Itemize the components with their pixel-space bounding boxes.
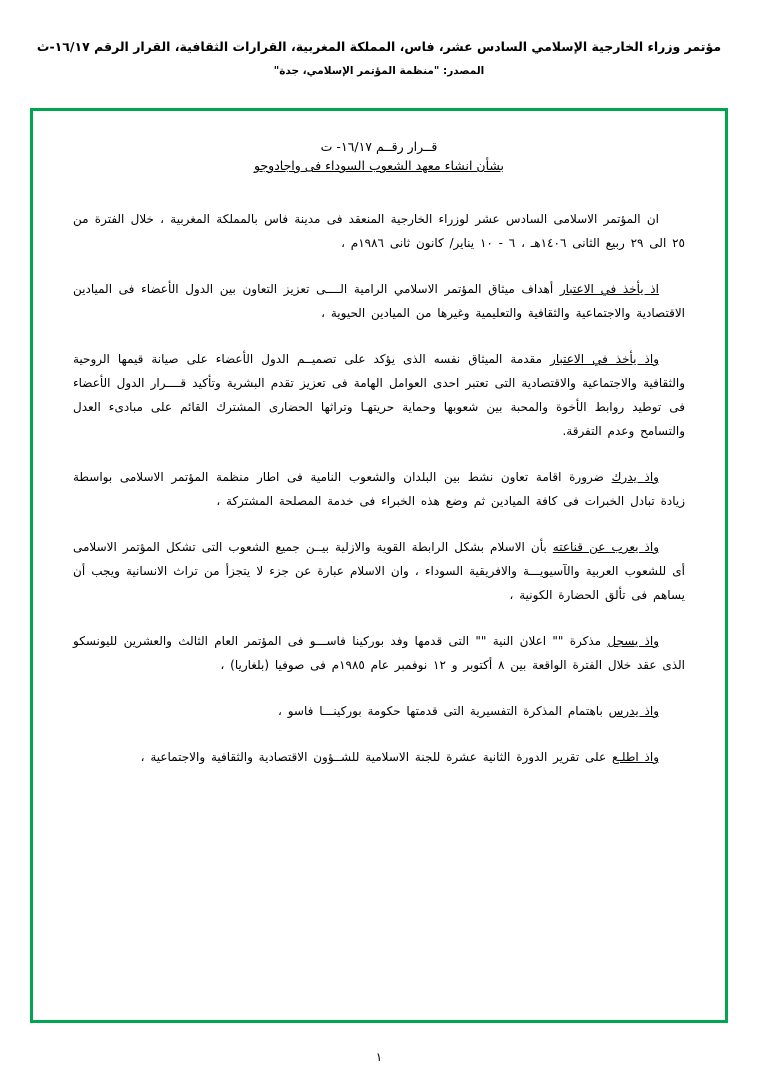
document-header xyxy=(0,0,758,77)
paragraph-text: على تقرير الدورة الثانية عشرة للجنة الاسلامية للشــؤون الاقتصادية والثقافية والاجتماعية ، xyxy=(140,750,607,764)
resolution-number: قــرار رقــم ١٦/١٧- ت xyxy=(320,139,438,154)
paragraph-text: بأن الاسلام بشكل الرابطة القوية والازلية بيــن جميع الشعوب التى تشكل المؤتمر الاسلامى أى للشعوب العربية والآسيويـــة والافريقية السوداء ، وان الاسلام عبارة عن جزء لا يتجزأ من تراث الانسانية ويجب أن يساهم فى تألق الحضارة الكونية ، xyxy=(73,540,685,602)
paragraph-text: مذكرة "" اعلان النية "" التى قدمها وفد بوركينا فاســـو فى المؤتمر العام الثالث والعشرين لليونسكو الذى عقد خلال الفترة الواقعة بين ٨ أكتوبر و ١٢ نوفمبر عام ١٩٨٥م فى صوفيا (بلغاريا) ، xyxy=(73,634,685,672)
paragraph-clause-4 xyxy=(73,535,685,607)
paragraph-text: ان المؤتمر الاسلامى السادس عشر لوزراء الخارجية المنعقد فى مدينة فاس بالمملكة المغربية ، خلال الفترة من ٢٥ الى ٢٩ ربيع الثانى ١٤٠٦هـ ، ٦ - ١٠ يناير/ كانون ثانى ١٩٨٦م ، xyxy=(73,212,685,250)
paragraph-clause-2 xyxy=(73,347,685,443)
paragraph-clause-5 xyxy=(73,629,685,677)
document-body xyxy=(33,111,725,1020)
conference-title: مؤتمر وزراء الخارجية الإسلامي السادس عشر، فاس، المملكة المغربية، القرارات الثقافية، القرار الرقم ١٦/١٧-ث xyxy=(36,39,722,54)
paragraph-text: باهتمام المذكرة التفسيرية التى قدمتها حكومة بوركينـــا فاسو ، xyxy=(278,704,603,718)
document-frame xyxy=(30,108,728,1023)
paragraph-text: أهداف ميثاق المؤتمر الاسلامي الرامية الــــى تعزيز التعاون بين الدول الأعضاء فى الميادين الاقتصادية والاجتماعية والثقافية والتعليمية وغيرها من الميادين الحيوية ، xyxy=(73,282,685,320)
paragraph-clause-7 xyxy=(73,745,685,769)
paragraph-preamble xyxy=(73,207,685,255)
paragraph-clause-1 xyxy=(73,277,685,325)
paragraph-lead: واذ يسجل xyxy=(607,634,659,648)
paragraph-text: مقدمة الميثاق نفسه الذى يؤكد على تصميــم الدول الأعضاء على صيانة قيمها الروحية والثقافية والاجتماعية والاقتصادية التى تعتبر احدى العوامل الهامة فى تعزيز تقدم البشرية وتأكيد قــــرار الدول الأعضاء فى توطيد روابط الأخوة والمحبة بين شعوبها وحماية حريتهـا وتراثها الحضارى المشترك القائم على مبادىء العدل والتسامح وعدم التفرقة. xyxy=(73,352,685,438)
paragraph-lead: واذ يدرس xyxy=(608,704,659,718)
paragraph-clause-3 xyxy=(73,465,685,513)
resolution-subject: بشأن انشاء معهد الشعوب السوداء فى واجادوجو xyxy=(253,158,505,173)
paragraph-lead: واذ اطلـع xyxy=(611,750,659,764)
paragraph-text: ضرورة اقامة تعاون نشط بين البلدان والشعوب النامية فى اطار منظمة المؤتمر الاسلامى بواسطة زيادة تبادل الخبرات فى كافة الميادين ثم وضع هذه الخبراء فى خدمة المصلحة المشتركة ، xyxy=(73,470,685,508)
document-source: المصدر: "منظمة المؤتمر الإسلامي، جدة" xyxy=(273,64,485,77)
paragraph-lead: اذ يأخذ في الاعتبار xyxy=(559,282,659,296)
paragraph-lead: واذ يعرب عن قناعته xyxy=(552,540,659,554)
paragraph-lead: واذ يدرك xyxy=(611,470,659,484)
page-number: ١ xyxy=(375,1050,383,1064)
paragraph-clause-6 xyxy=(73,699,685,723)
paragraph-lead: واذ يأخذ في الاعتبار xyxy=(550,352,659,366)
